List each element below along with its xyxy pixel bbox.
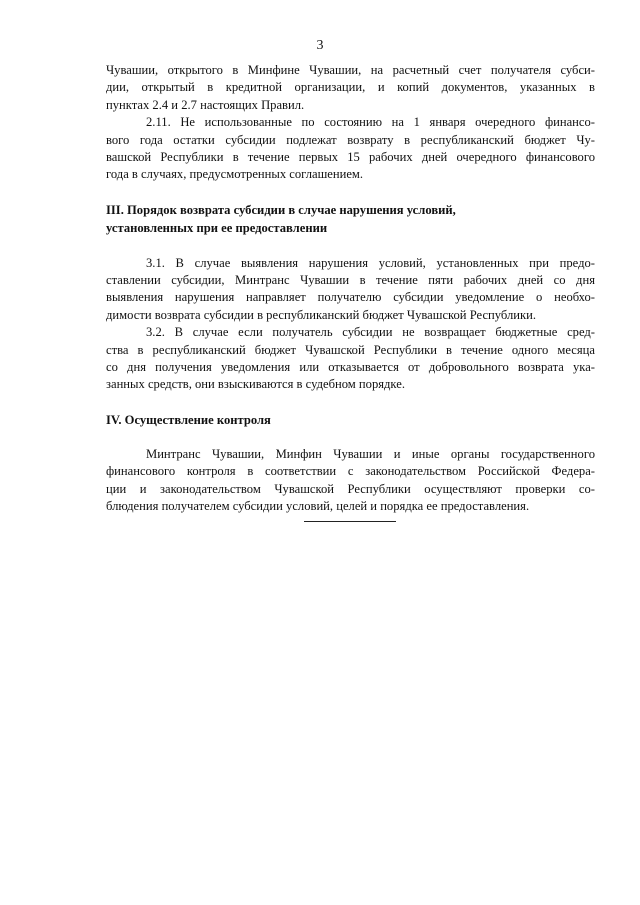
text-line: димости возврата субсидии в республиканский бюджет Чувашской Республики. [106, 307, 537, 322]
text-line: Минтранс Чувашии, Минфин Чувашии и иные органы государственного [146, 447, 595, 462]
text-line: года в случаях, предусмотренных соглашением. [106, 167, 364, 182]
paragraph-3-2 [106, 324, 595, 394]
text-line: вого года остатки субсидии подлежат возврату в республиканский бюджет Чу- [106, 132, 595, 147]
paragraph-transfer-continuation [106, 62, 595, 114]
text-line: 3.2. В случае если получатель субсидии не возвращает бюджетные сред- [146, 325, 595, 340]
text-line: занных средств, они взыскиваются в судебном порядке. [106, 377, 405, 392]
text-line: блюдения получателем субсидии условий, целей и порядка ее предоставления. [106, 499, 530, 514]
text-line: ции и законодательством Чувашской Республики осуществляют проверки со- [106, 481, 595, 496]
text-line: 3.1. В случае выявления нарушения условий, установленных при предо- [146, 255, 595, 270]
text-line: 2.11. Не использованные по состоянию на 1 января очередного финансо- [146, 115, 595, 130]
page-number: 3 [316, 38, 324, 53]
section-3-heading [106, 201, 595, 238]
text-line: Чувашии, открытого в Минфине Чувашии, на расчетный счет получателя субси- [106, 63, 595, 77]
end-of-document-rule [304, 521, 396, 522]
text-line: ставлении субсидии, Минтранс Чувашии в течение пяти рабочих дней со дня [106, 272, 595, 287]
text-line: дии, открытый в кредитной организации, и копий документов, указанных в [106, 80, 595, 95]
heading-line: III. Порядок возврата субсидии в случае нарушения условий, [106, 202, 456, 217]
text-line: со дня получения уведомления или отказывается от добровольного возврата ука- [106, 359, 595, 374]
heading-line: установленных при ее предоставлении [106, 221, 328, 236]
text-line: ства в республиканский бюджет Чувашской Республики в течение одного месяца [106, 342, 595, 357]
text-line: финансового контроля в соответствии с законодательством Российской Федера- [106, 464, 595, 479]
section-4-heading [106, 411, 595, 429]
paragraph-4-1 [106, 446, 595, 516]
text-line: пунктах 2.4 и 2.7 настоящих Правил. [106, 97, 305, 112]
paragraph-3-1 [106, 255, 595, 325]
document-body [106, 62, 595, 516]
heading-line: IV. Осуществление контроля [106, 412, 271, 427]
text-line: вашской Республики в течение первых 15 рабочих дней очередного финансового [106, 149, 595, 164]
paragraph-2-11 [106, 114, 595, 184]
text-line: выявления нарушения направляет получателю субсидии уведомление о необхо- [106, 290, 595, 305]
